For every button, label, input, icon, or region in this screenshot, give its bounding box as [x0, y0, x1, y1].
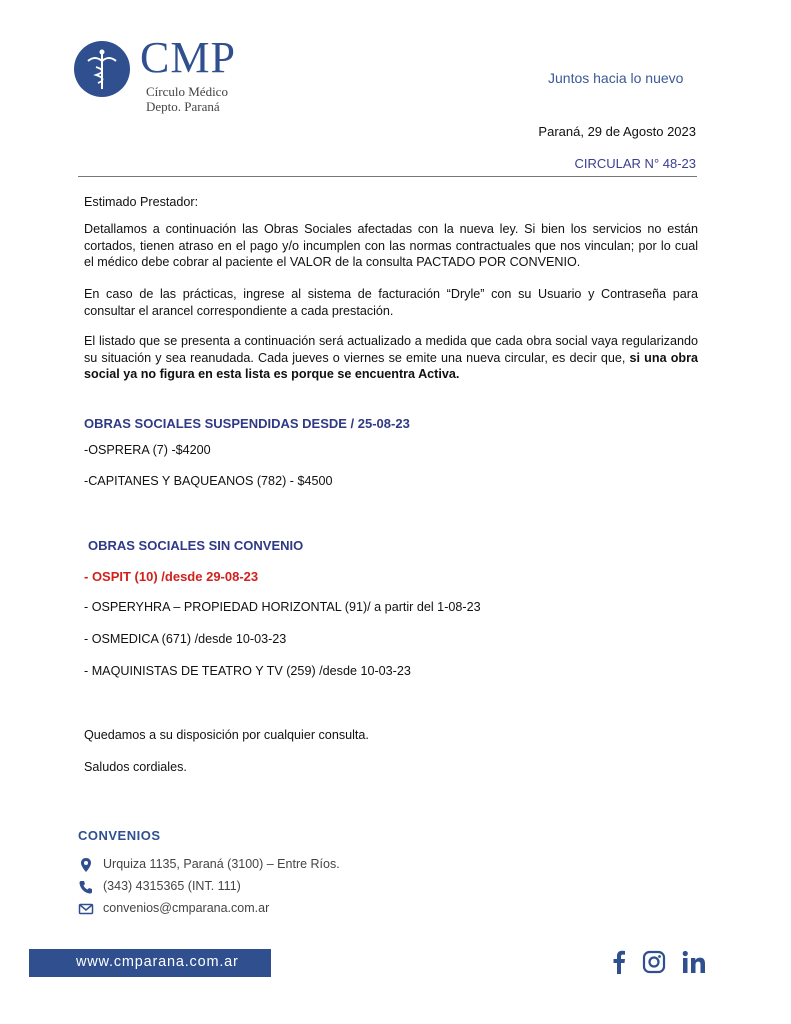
greeting: Estimado Prestador:: [84, 195, 199, 209]
suspended-item: -OSPRERA (7) -$4200: [84, 443, 211, 457]
paragraph-2: En caso de las prácticas, ingrese al sistema de facturación “Dryle” con su Usuario y Contraseña para consultar el arancel correspondiente a cada prestación.: [84, 287, 698, 318]
noconv-item: - OSMEDICA (671) /desde 10-03-23: [84, 632, 287, 646]
footer-phone: (343) 4315365 (INT. 111): [103, 879, 241, 893]
instagram-icon[interactable]: [642, 950, 666, 979]
footer-address: Urquiza 1135, Paraná (3100) – Entre Ríos.: [103, 857, 340, 871]
closing-line: Quedamos a su disposición por cualquier consulta.: [84, 728, 369, 742]
footer-email[interactable]: convenios@cmparana.com.ar: [103, 901, 270, 915]
logo-emblem-icon: [74, 41, 130, 97]
website-link[interactable]: www.cmparana.com.ar: [76, 954, 239, 970]
footer-title: CONVENIOS: [78, 828, 161, 843]
suspended-section-title: OBRAS SOCIALES SUSPENDIDAS DESDE / 25-08-23: [84, 416, 410, 431]
logo-text: CMP: [140, 33, 236, 82]
location-pin-icon: [78, 857, 94, 873]
noconv-item: - MAQUINISTAS DE TEATRO Y TV (259) /desde 10-03-23: [84, 664, 411, 678]
phone-icon: [78, 879, 94, 895]
signoff: Saludos cordiales.: [84, 760, 187, 774]
letter-date: Paraná, 29 de Agosto 2023: [538, 124, 696, 139]
paragraph-3-bold: si una obra social ya no figura en esta lista es porque se encuentra Activa.: [84, 350, 698, 381]
noconv-highlight-item: - OSPIT (10) /desde 29-08-23: [84, 569, 259, 584]
linkedin-icon[interactable]: [682, 950, 706, 979]
paragraph-1: Detallamos a continuación las Obras Sociales afectadas con la nueva ley. Si bien los servicios no están cortados, tienen atraso en el pago y/o incumplen con las normas contractuales que nos vinculan; por lo cual el médico debe cobrar al paciente el VALOR de la consulta PACTADO POR CONVENIO.: [84, 222, 698, 269]
email-icon: [78, 901, 94, 917]
noconv-section-title: OBRAS SOCIALES SIN CONVENIO: [88, 538, 304, 553]
logo-subtitle-line1: Círculo Médico: [146, 84, 228, 99]
logo-subtitle-line2: Depto. Paraná: [146, 99, 220, 114]
circular-number: CIRCULAR N° 48-23: [574, 156, 696, 171]
suspended-item: -CAPITANES Y BAQUEANOS (782) - $4500: [84, 474, 333, 488]
tagline: Juntos hacia lo nuevo: [548, 70, 684, 86]
noconv-item: - OSPERYHRA – PROPIEDAD HORIZONTAL (91)/ a partir del 1-08-23: [84, 600, 481, 614]
facebook-icon[interactable]: [610, 950, 628, 979]
paragraph-3: [84, 333, 698, 383]
paragraph-3-text: El listado que se presenta a continuación será actualizado a medida que cada obra social vaya regularizando su situación y sea reanudada. Cada jueves o viernes se emite una nueva circular, es decir que,: [84, 334, 698, 365]
header-divider: [78, 176, 697, 177]
